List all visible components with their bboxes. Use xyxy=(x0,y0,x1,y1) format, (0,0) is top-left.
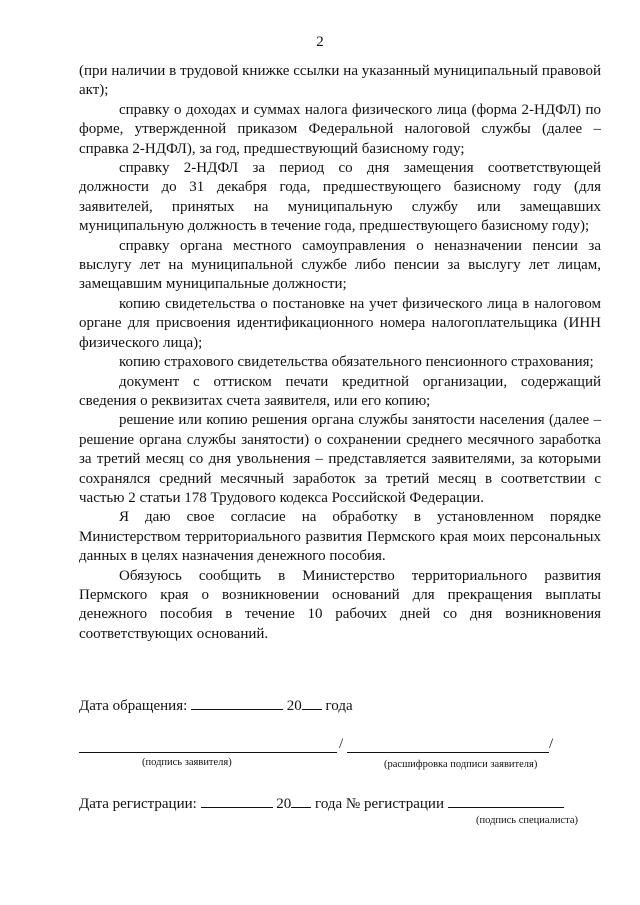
paragraph-pension-certificate: справку органа местного самоуправления о неназначении пенсии за выслугу лет на муниципальной службе либо пенсии за выслугу лет лицам, замещавшим муниципальные должности; xyxy=(79,237,601,293)
page-number: 2 xyxy=(316,34,324,50)
registration-row xyxy=(79,793,564,813)
request-date-row xyxy=(79,695,353,715)
paragraph-consent: Я даю свое согласие на обработку в установленном порядке Министерством территориального развития Пермского края моих персональных данных в целях назначения денежного пособия. xyxy=(79,509,601,565)
paragraph-insurance-copy: копию страхового свидетельства обязательного пенсионного страхования; xyxy=(119,354,594,371)
request-date-year-prefix: 20 xyxy=(286,698,302,714)
paragraph-2ndfl-period: справку 2-НДФЛ за период со дня замещения соответствующей должности до 31 декабря года, предшествующего базисному году (для заявителей, принятых на муниципальную службу или замещавших муниципальную должность в течение года, предшествующего базисному году); xyxy=(79,160,601,235)
paragraph-continuation: (при наличии в трудовой книжке ссылки на указанный муниципальный правовой акт); xyxy=(79,63,601,99)
applicant-signature-line[interactable] xyxy=(79,752,337,753)
paragraph-employment-decision: решение или копию решения органа службы занятости населения (далее – решение органа службы занятости) о сохранении среднего месячного заработка за третий месяц со дня увольнения – представляется заявителями, за которыми сохранялся средний месячный заработок за третий месяц в соответствии с частью 2 статьи 178 Трудового кодекса Российской Федерации. xyxy=(79,412,601,506)
registration-suffix: года № регистрации xyxy=(315,796,444,812)
request-year-blank[interactable] xyxy=(302,695,322,710)
signature-transcript-line[interactable] xyxy=(347,752,549,753)
specialist-signature-caption: (подпись специалиста) xyxy=(476,815,579,826)
document-body xyxy=(79,62,601,644)
request-date-suffix: года xyxy=(325,698,353,714)
request-date-blank[interactable] xyxy=(191,695,283,710)
paragraph-bank-details: документ с оттиском печати кредитной организации, содержащий сведения о реквизитах счета заявителя, или его копию; xyxy=(79,373,601,409)
registration-date-blank[interactable] xyxy=(201,793,273,808)
paragraph-inn-copy: копию свидетельства о постановке на учет физического лица в налоговом органе для присвоения идентификационного номера налогоплательщика (ИНН физического лица); xyxy=(79,295,601,351)
transcript-caption: (расшифровка подписи заявителя) xyxy=(384,759,538,770)
registration-number-blank[interactable] xyxy=(448,793,564,808)
signature-slash-right: / xyxy=(549,736,554,752)
request-date-label: Дата обращения: xyxy=(79,698,188,714)
signature-slash-left: / xyxy=(339,736,344,752)
registration-year-blank[interactable] xyxy=(291,793,311,808)
paragraph-obligation: Обязуюсь сообщить в Министерство территориального развития Пермского края о возникновении оснований для прекращения выплаты денежного пособия в течение 10 рабочих дней со дня возникновения соответствующих оснований. xyxy=(79,567,601,642)
registration-year-prefix: 20 xyxy=(276,796,292,812)
paragraph-income-certificate: справку о доходах и суммах налога физического лица (форма 2-НДФЛ) по форме, утвержденной приказом Федеральной налоговой службы (далее – справка 2-НДФЛ), за год, предшествующий базисному году; xyxy=(79,101,601,157)
registration-label: Дата регистрации: xyxy=(79,796,197,812)
applicant-signature-caption: (подпись заявителя) xyxy=(142,757,232,768)
